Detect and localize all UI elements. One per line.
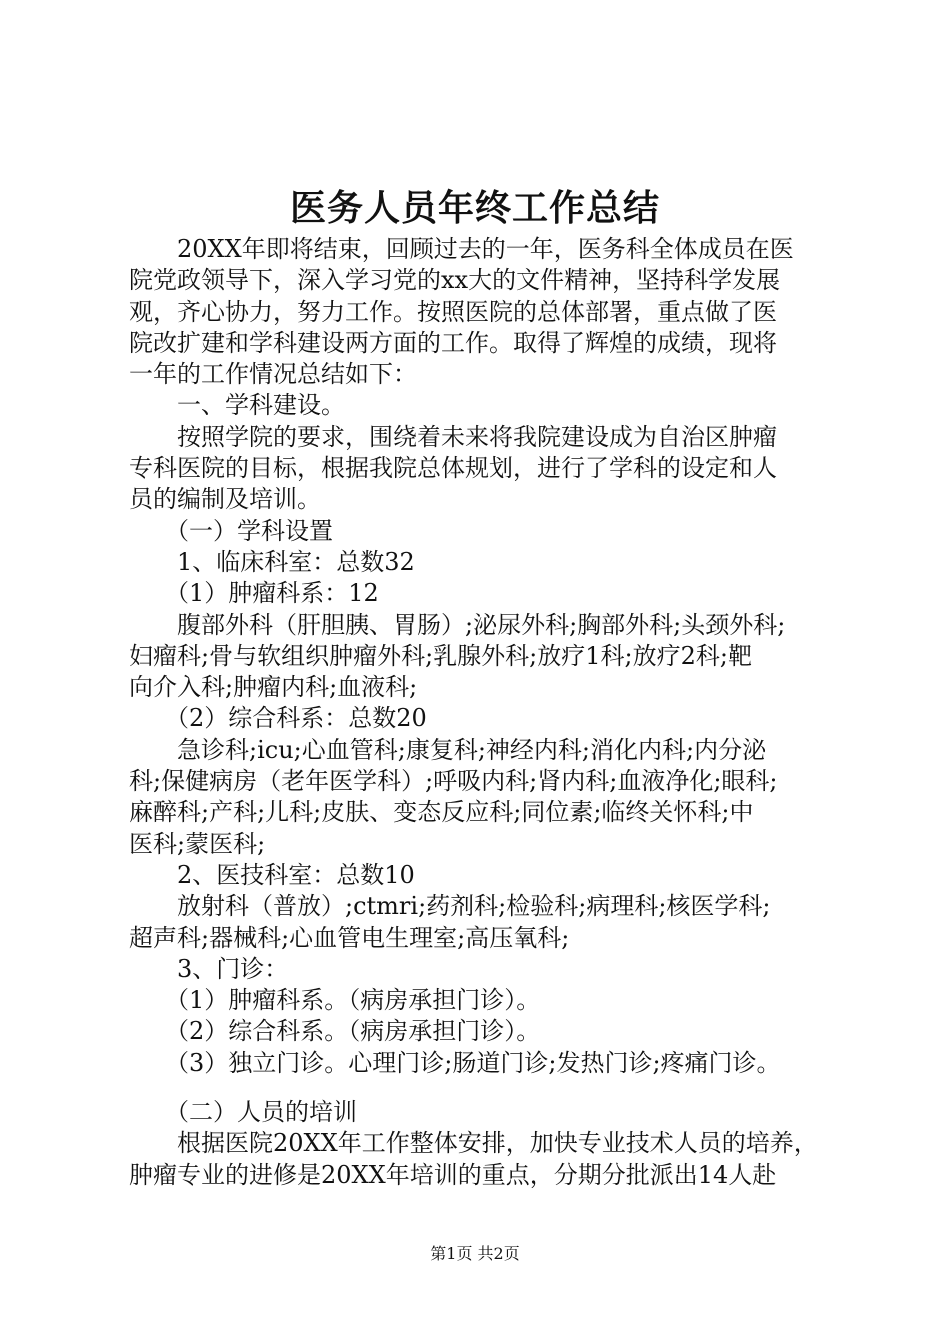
page-footer: 第1页 共2页	[430, 1244, 520, 1263]
document-title: 医务人员年终工作总结	[289, 187, 660, 229]
paragraph-line: 院党政领导下，深入学习党的xx大的文件精神，坚持科学发展	[129, 266, 781, 295]
paragraph-line: 一年的工作情况总结如下：	[129, 360, 417, 389]
paragraph-line: 院改扩建和学科建设两方面的工作。取得了辉煌的成绩，现将	[129, 328, 777, 357]
paragraph-line: 根据医院20XX年工作整体安排，加快专业技术人员的培养，	[129, 1129, 818, 1158]
paragraph-line: 按照学院的要求，围绕着未来将我院建设成为自治区肿瘤	[129, 422, 777, 451]
list-item: 1、临床科室：总数32	[129, 547, 415, 576]
paragraph-line: 科;保健病房（老年医学科）;呼吸内科;肾内科;血液净化;眼科;	[129, 767, 778, 796]
document-body	[129, 234, 839, 1191]
paragraph-line: 急诊科;icu;心血管科;康复科;神经内科;消化内科;内分泌	[129, 735, 767, 764]
section-heading: 一、学科建设。	[129, 391, 345, 420]
list-item: （2）综合科系：总数20	[129, 704, 427, 733]
paragraph-line: 专科医院的目标，根据我院总体规划，进行了学科的设定和人	[129, 454, 777, 483]
list-item: （1）肿瘤科系：12	[129, 579, 379, 608]
paragraph-line: 妇瘤科;骨与软组织肿瘤外科;乳腺外科;放疗1科;放疗2科;靶	[129, 641, 752, 670]
paragraph-line: 腹部外科（肝胆胰、胃肠）;泌尿外科;胸部外科;头颈外科;	[129, 610, 786, 639]
paragraph-line: 超声科;器械科;心血管电生理室;高压氧科;	[129, 923, 570, 952]
paragraph-line: 员的编制及培训。	[129, 485, 321, 514]
paragraph-line: 向介入科;肿瘤内科;血液科;	[129, 673, 418, 702]
paragraph-line: 麻醉科;产科;儿科;皮肤、变态反应科;同位素;临终关怀科;中	[129, 798, 754, 827]
paragraph-line: 肿瘤专业的进修是20XX年培训的重点，分期分批派出14人赴	[129, 1160, 777, 1189]
paragraph-line: 20XX年即将结束，回顾过去的一年，医务科全体成员在医	[129, 235, 794, 263]
paragraph-line: 放射科（普放）;ctmri;药剂科;检验科;病理科;核医学科;	[129, 892, 771, 921]
list-item: （3）独立门诊。心理门诊;肠道门诊;发热门诊;疼痛门诊。	[129, 1048, 781, 1077]
list-item: 2、医技科室：总数10	[129, 860, 415, 889]
subsection-heading: （一）学科设置	[129, 516, 333, 545]
paragraph-line: 医科;蒙医科;	[129, 829, 266, 858]
list-item: （2）综合科系。（病房承担门诊）。	[129, 1017, 541, 1046]
paragraph-gap	[129, 1079, 839, 1097]
list-item: 3、门诊：	[129, 954, 289, 983]
subsection-heading: （二）人员的培训	[129, 1098, 357, 1127]
paragraph-line: 观，齐心协力，努力工作。按照医院的总体部署，重点做了医	[129, 297, 777, 326]
list-item: （1）肿瘤科系。（病房承担门诊）。	[129, 986, 541, 1015]
